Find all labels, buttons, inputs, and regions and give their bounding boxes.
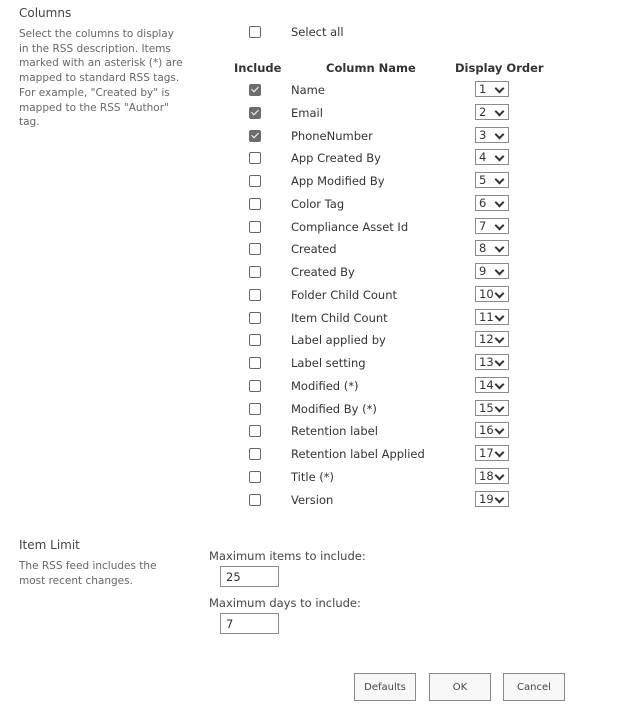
display-order-select[interactable]	[475, 377, 509, 393]
include-checkbox[interactable]	[249, 266, 261, 278]
defaults-button[interactable]: Defaults	[354, 673, 416, 701]
max-items-input[interactable]	[220, 566, 279, 587]
column-name: Label setting	[291, 356, 366, 370]
display-order-select[interactable]	[475, 354, 509, 370]
display-order-value: 16	[479, 423, 494, 438]
display-order-value: 15	[479, 400, 494, 415]
include-checkbox[interactable]	[249, 380, 261, 392]
table-row	[0, 399, 640, 419]
include-checkbox[interactable]	[249, 403, 261, 415]
column-name: Title (*)	[291, 469, 335, 484]
select-all-checkbox[interactable]	[249, 26, 261, 38]
display-order-value: 12	[479, 332, 494, 347]
include-checkbox[interactable]	[249, 289, 261, 301]
chevron-down-icon	[495, 402, 505, 412]
column-name: Retention label	[291, 424, 378, 439]
display-order-value: 2	[479, 104, 487, 119]
display-order-select[interactable]	[475, 172, 509, 188]
display-order-select[interactable]	[475, 286, 509, 302]
chevron-down-icon	[495, 129, 505, 139]
chevron-down-icon	[495, 175, 505, 185]
include-checkbox[interactable]	[249, 107, 261, 119]
item-limit-title: Item Limit	[19, 538, 80, 552]
display-order-select[interactable]	[475, 218, 509, 234]
max-days-label: Maximum days to include:	[209, 596, 361, 610]
display-order-select[interactable]	[475, 263, 509, 279]
display-order-value: 9	[479, 264, 487, 278]
display-order-select[interactable]	[475, 104, 509, 120]
column-name: Created	[291, 242, 337, 257]
include-checkbox[interactable]	[249, 130, 261, 142]
include-checkbox[interactable]	[249, 84, 261, 96]
column-name: Compliance Asset Id	[291, 219, 409, 234]
include-checkbox[interactable]	[249, 198, 261, 210]
column-name: Version	[291, 492, 334, 507]
display-order-value: 10	[479, 286, 494, 301]
display-order-select[interactable]	[475, 445, 509, 461]
include-checkbox[interactable]	[249, 152, 261, 164]
display-order-value: 14	[479, 377, 494, 392]
include-checkbox[interactable]	[249, 221, 261, 233]
display-order-select[interactable]	[475, 400, 509, 416]
include-checkbox[interactable]	[249, 334, 261, 346]
display-order-value: 19	[479, 491, 494, 506]
table-row	[0, 148, 640, 168]
display-order-value: 4	[479, 150, 487, 165]
column-name: Name	[291, 83, 325, 97]
chevron-down-icon	[495, 243, 505, 253]
chevron-down-icon	[495, 84, 505, 94]
column-name: PhoneNumber	[291, 128, 373, 143]
display-order-value: 11	[479, 309, 494, 324]
table-row	[0, 217, 640, 237]
include-checkbox[interactable]	[249, 425, 261, 437]
include-checkbox[interactable]	[249, 494, 261, 506]
chevron-down-icon	[495, 197, 505, 207]
columns-section-description: Select the columns to display in the RSS description. Items marked with an asterisk (*) are mapped to standard RSS tags. For example, "Created by" is mapped to the RSS "Author" tag.	[19, 28, 183, 129]
table-row	[0, 171, 640, 191]
select-all-label: Select all	[291, 25, 344, 39]
display-order-value: 18	[479, 468, 494, 483]
chevron-down-icon	[495, 493, 505, 503]
table-row	[0, 126, 640, 146]
table-row	[0, 262, 640, 282]
column-name: Email	[291, 105, 323, 120]
display-order-select[interactable]	[475, 422, 509, 438]
display-order-select[interactable]	[475, 491, 509, 507]
max-days-input[interactable]	[220, 613, 279, 634]
include-checkbox[interactable]	[249, 357, 261, 369]
table-row	[0, 467, 640, 487]
include-checkbox[interactable]	[249, 243, 261, 255]
table-row	[0, 490, 640, 510]
table-row	[0, 308, 640, 328]
column-name: Label applied by	[291, 333, 386, 348]
header-display-order: Display Order	[455, 61, 544, 75]
chevron-down-icon	[495, 152, 505, 162]
column-name: App Modified By	[291, 174, 385, 188]
display-order-select[interactable]	[475, 127, 509, 143]
include-checkbox[interactable]	[249, 175, 261, 187]
table-row	[0, 376, 640, 396]
display-order-select[interactable]	[475, 240, 509, 256]
chevron-down-icon	[495, 106, 505, 116]
column-name: Modified By (*)	[291, 401, 377, 416]
table-row	[0, 330, 640, 350]
chevron-down-icon	[495, 357, 505, 367]
columns-section-title: Columns	[19, 6, 72, 20]
display-order-value: 6	[479, 195, 487, 210]
table-row	[0, 285, 640, 305]
chevron-down-icon	[495, 379, 505, 389]
display-order-select[interactable]	[475, 149, 509, 165]
table-row	[0, 80, 640, 100]
column-name: Created By	[291, 265, 355, 279]
table-row	[0, 194, 640, 214]
include-checkbox[interactable]	[249, 448, 261, 460]
chevron-down-icon	[495, 448, 505, 458]
column-name: Modified (*)	[291, 378, 359, 393]
display-order-select[interactable]	[475, 468, 509, 484]
display-order-value: 13	[479, 355, 494, 369]
item-limit-description: The RSS feed includes the most recent changes.	[19, 560, 157, 587]
display-order-value: 5	[479, 173, 487, 187]
column-name: App Created By	[291, 151, 381, 166]
select-all-row[interactable]	[249, 24, 344, 40]
column-name: Folder Child Count	[291, 287, 398, 302]
display-order-select[interactable]	[475, 81, 509, 97]
display-order-select[interactable]	[475, 331, 509, 347]
display-order-select[interactable]	[475, 309, 509, 325]
chevron-down-icon	[495, 220, 505, 230]
cancel-button[interactable]: Cancel	[503, 673, 565, 701]
column-name: Item Child Count	[291, 310, 388, 325]
display-order-value: 7	[479, 218, 487, 233]
display-order-value: 8	[479, 241, 487, 256]
ok-button[interactable]: OK	[429, 673, 491, 701]
display-order-value: 3	[479, 127, 487, 142]
table-row	[0, 353, 640, 373]
include-checkbox[interactable]	[249, 471, 261, 483]
table-row	[0, 239, 640, 259]
table-row	[0, 444, 640, 464]
chevron-down-icon	[495, 425, 505, 435]
table-row	[0, 421, 640, 441]
header-include: Include	[234, 61, 282, 75]
display-order-value: 17	[479, 446, 494, 460]
display-order-value: 1	[479, 82, 487, 96]
chevron-down-icon	[495, 311, 505, 321]
chevron-down-icon	[495, 288, 505, 298]
chevron-down-icon	[495, 266, 505, 276]
include-checkbox[interactable]	[249, 312, 261, 324]
table-row	[0, 103, 640, 123]
max-items-label: Maximum items to include:	[209, 549, 366, 563]
display-order-select[interactable]	[475, 195, 509, 211]
column-name: Color Tag	[291, 196, 345, 211]
header-column-name: Column Name	[326, 61, 416, 75]
chevron-down-icon	[495, 334, 505, 344]
column-name: Retention label Applied	[291, 447, 425, 461]
chevron-down-icon	[495, 470, 505, 480]
